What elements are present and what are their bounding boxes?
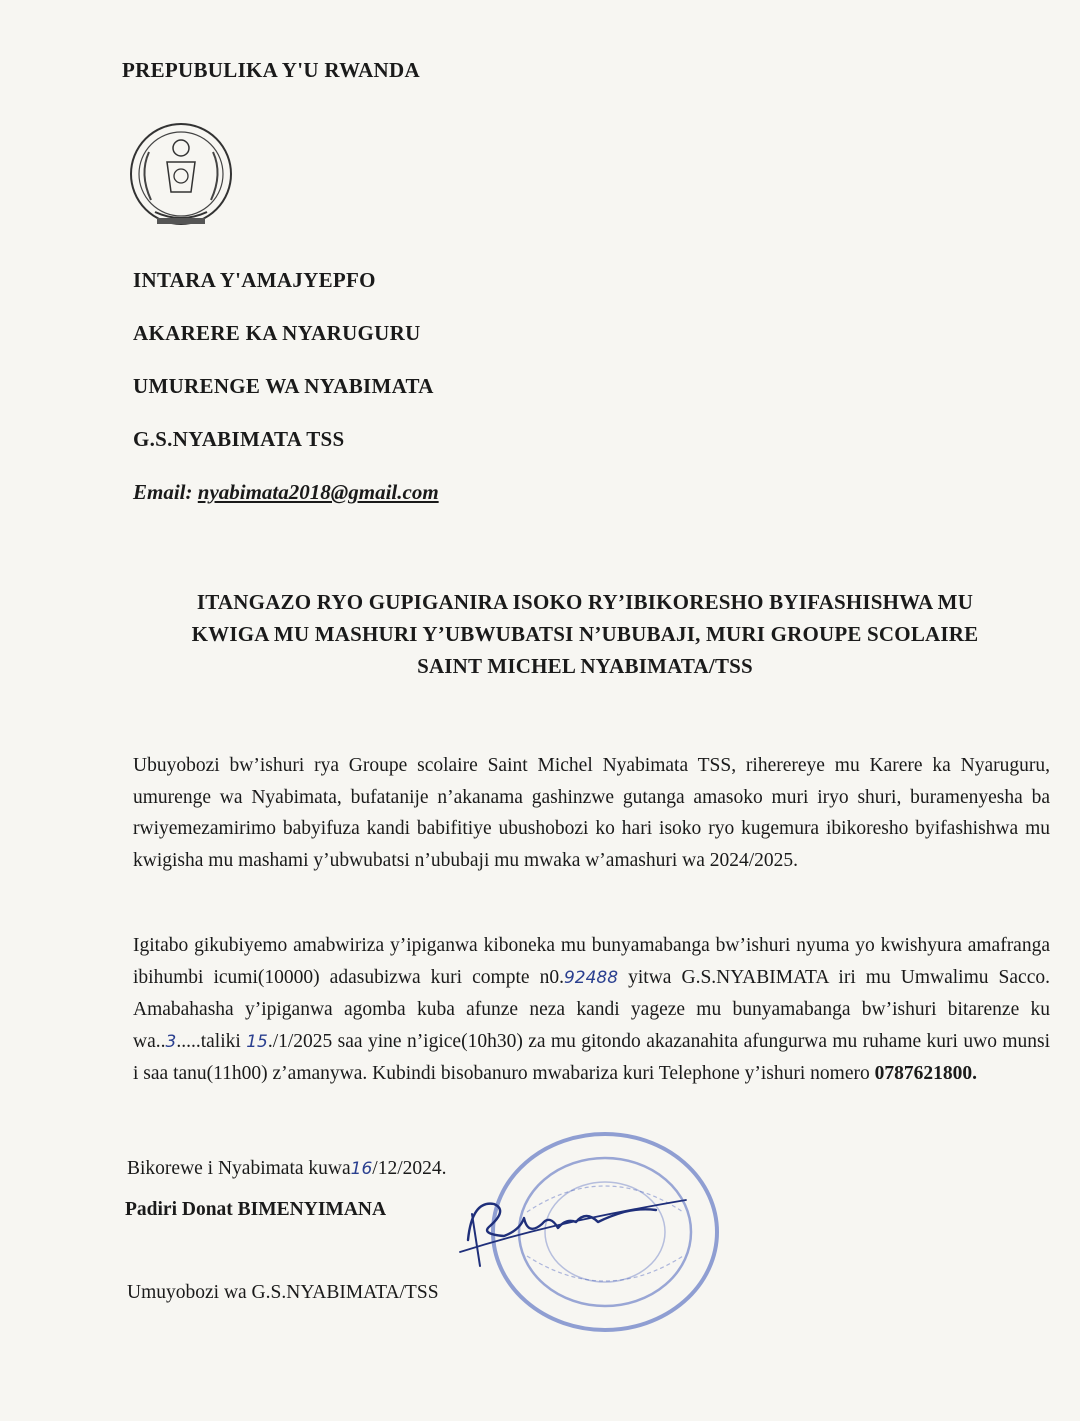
p2-text-3: .....taliki (176, 1030, 247, 1052)
deadline-date-handwritten: 15 (246, 1031, 268, 1052)
date-suffix: /12/2024. (372, 1158, 447, 1179)
email-line (133, 480, 439, 505)
paragraph-2 (133, 930, 1050, 1090)
email-address[interactable]: nyabimata2018@gmail.com (197, 480, 439, 504)
announcement-title (120, 586, 1050, 682)
phone-number: 0787621800. (874, 1063, 977, 1084)
country-name: PREPUBULIKA Y'U RWANDA (122, 58, 420, 82)
place-date-line (127, 1158, 447, 1180)
paragraph-1: Ubuyobozi bw’ishuri rya Groupe scolaire Saint Michel Nyabimata TSS, riherereye mu Karere ka Nyaruguru, umurenge wa Nyabimata, bufatanije n’akanama gashinzwe gutanga amasoko muri iryo shuri, buramenyesha ba rwiyemezamirimo babyifuza kandi babifitiye ubushobozi ko hari isoko ryo kugemura ibikoresho byifashishwa mu kwigisha mu mashami y’ubwubatsi n’ububaji mu mwaka w’amashuri wa 2024/2025. (133, 755, 1050, 871)
sector-line: UMURENGE WA NYABIMATA (133, 374, 434, 398)
title-line-1: ITANGAZO RYO GUPIGANIRA ISOKO RY’IBIKORESHO BYIFASHISHWA MU (196, 590, 974, 614)
district-line: AKARERE KA NYARUGURU (133, 321, 421, 345)
email-label: Email: (133, 480, 193, 504)
p2-text-4: ./1/2025 saa yine n’igice(10h30) za mu gitondo akazanahita afungurwa mu ruhame kuri uwo munsi i saa tanu(11h00) z’amanywa. Kubindi bisobanuro mwabariza kuri Telephone y’ishuri nomero (133, 1030, 1051, 1084)
province-line: INTARA Y'AMAJYEPFO (133, 268, 376, 292)
place-prefix: Bikorewe i Nyabimata kuwa (127, 1158, 351, 1179)
handwritten-signature-icon (450, 1170, 690, 1280)
account-number-handwritten: 92488 (563, 967, 619, 988)
title-line-3: SAINT MICHEL NYABIMATA/TSS (417, 654, 753, 678)
title-line-2: KWIGA MU MASHURI Y’UBWUBATSI N’UBUBAJI, MURI GROUPE SCOLAIRE (191, 622, 979, 646)
deadline-day-handwritten: 3 (165, 1031, 177, 1052)
rwanda-coat-of-arms-icon (125, 112, 237, 242)
signer-name: Padiri Donat BIMENYIMANA (125, 1199, 387, 1220)
p2-text-2: yitwa G.S.NYABIMATA iri mu Umwalimu Sacco. Amabahasha y’ipiganwa agomba kuba afunze neza kandi yageze mu bunyamabanga bw’ishuri bitarenze ku wa.. (133, 966, 1050, 1052)
signer-title: Umuyobozi wa G.S.NYABIMATA/TSS (127, 1282, 439, 1303)
p2-text-1: Igitabo gikubiyemo amabwiriza y’ipiganwa kiboneka mu bunyamabanga bw’ishuri nyuma yo kwishyura amafranga ibihumbi icumi(10000) adasubizwa kuri compte n0. (133, 935, 1050, 988)
date-day-handwritten: 16 (350, 1159, 373, 1179)
school-line: G.S.NYABIMATA TSS (133, 427, 345, 451)
